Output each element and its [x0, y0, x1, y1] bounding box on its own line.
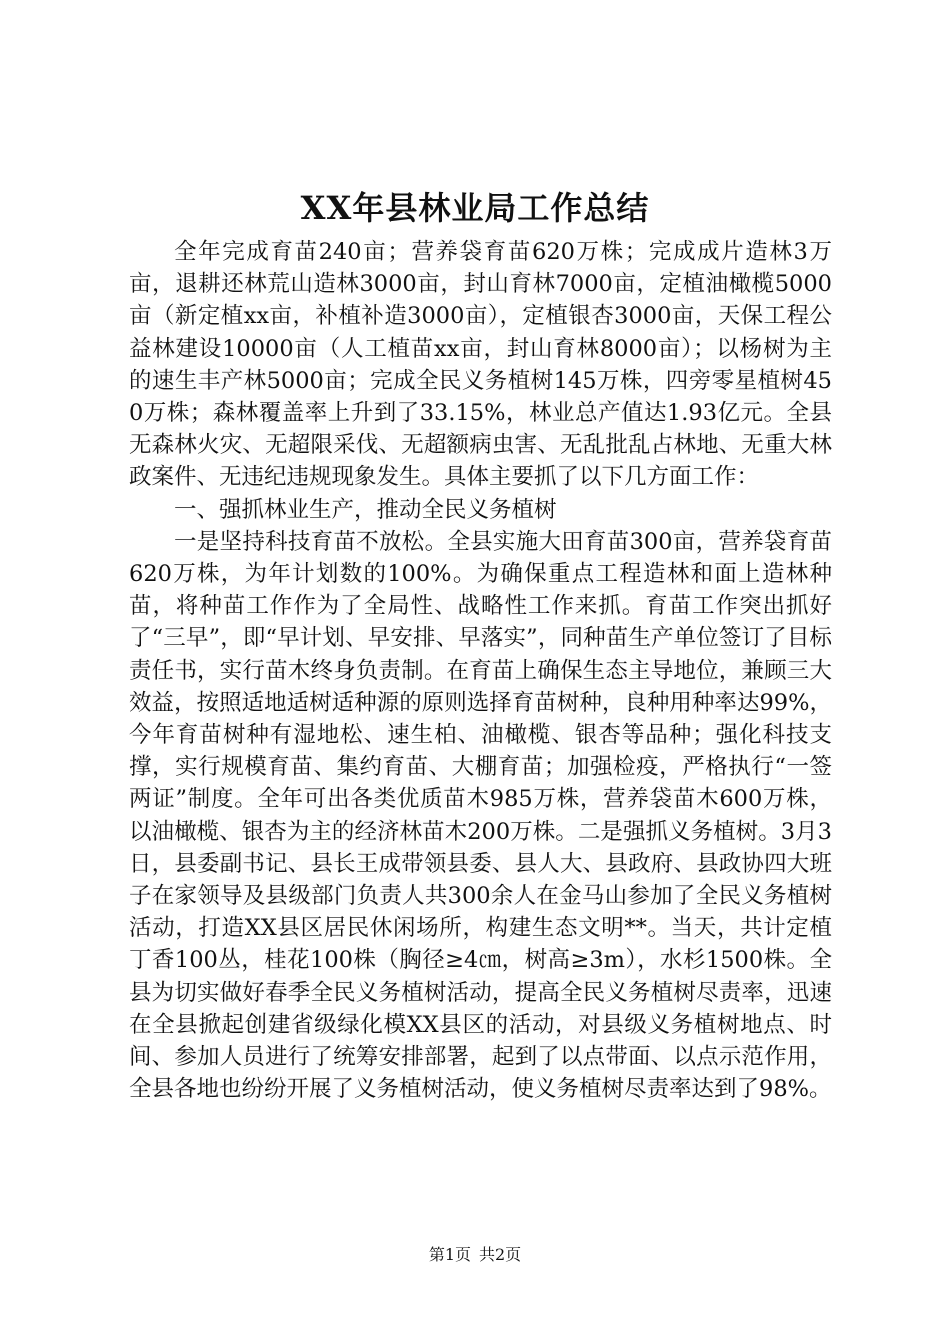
section-heading: 一、强抓林业生产，推动全民义务植树 [174, 496, 557, 523]
page-number: 第1页 [428, 1245, 471, 1264]
document-body [129, 236, 832, 1105]
body-paragraph: 一是坚持科技育苗不放松。全县实施大田育苗300亩，营养袋育苗620万株，为年计划数的100%。为确保重点工程造林和面上造林种苗，将种苗工作作为了全局性、战略性工作来抓。育苗工作突出抓好了“三早”，即“早计划、早安排、早落实”，同种苗生产单位签订了目标责任书，实行苗木终身负责制。在育苗上确保生态主导地位，兼顾三大效益，按照适地适树适种源的原则选择育苗树种，良种用种率达99%，今年育苗树种有湿地松、速生柏、油橄榄、银杏等品种；强化科技支撑，实行规模育苗、集约育苗、大棚育苗；加强检疫，严格执行“一签两证”制度。全年可出各类优质苗木985万株，营养袋苗木600万株，以油橄榄、银杏为主的经济林苗木200万株。二是强抓义务植树。3月3日，县委副书记、县长王成带领县委、县人大、县政府、县政协四大班子在家领导及县级部门负责人共300余人在金马山参加了全民义务植树活动，打造XX县区居民休闲场所，构建生态文明**。当天，共计定植丁香100丛，桂花100株（胸径≥4㎝，树高≥3m），水杉1500株。全县为切实做好春季全民义务植树活动，提高全民义务植树尽责率，迅速在全县掀起创建省级绿化模XX县区的活动，对县级义务植树地点、时间、参加人员进行了统筹安排部署，起到了以点带面、以点示范作用，全县各地也纷纷开展了义务植树活动，使义务植树尽责率达到了98%。 [129, 528, 832, 1103]
intro-paragraph: 全年完成育苗240亩；营养袋育苗620万株；完成成片造林3万亩，退耕还林荒山造林3000亩，封山育林7000亩，定植油橄榄5000亩（新定植xx亩，补植补造3000亩），定植银杏3000亩，天保工程公益林建设10000亩（人工植苗xx亩，封山育林8000亩）；以杨树为主的速生丰产林5000亩；完成全民义务植树145万株，四旁零星植树450万株；森林覆盖率上升到了33.15%，林业总产值达1.93亿元。全县无森林火灾、无超限采伐、无超额病虫害、无乱批乱占林地、无重大林政案件、无违纪违规现象发生。具体主要抓了以下几方面工作： [129, 239, 832, 491]
page-total: 共2页 [479, 1245, 522, 1264]
document-title: XX年县林业局工作总结 [300, 189, 650, 227]
page-footer [0, 1244, 950, 1266]
